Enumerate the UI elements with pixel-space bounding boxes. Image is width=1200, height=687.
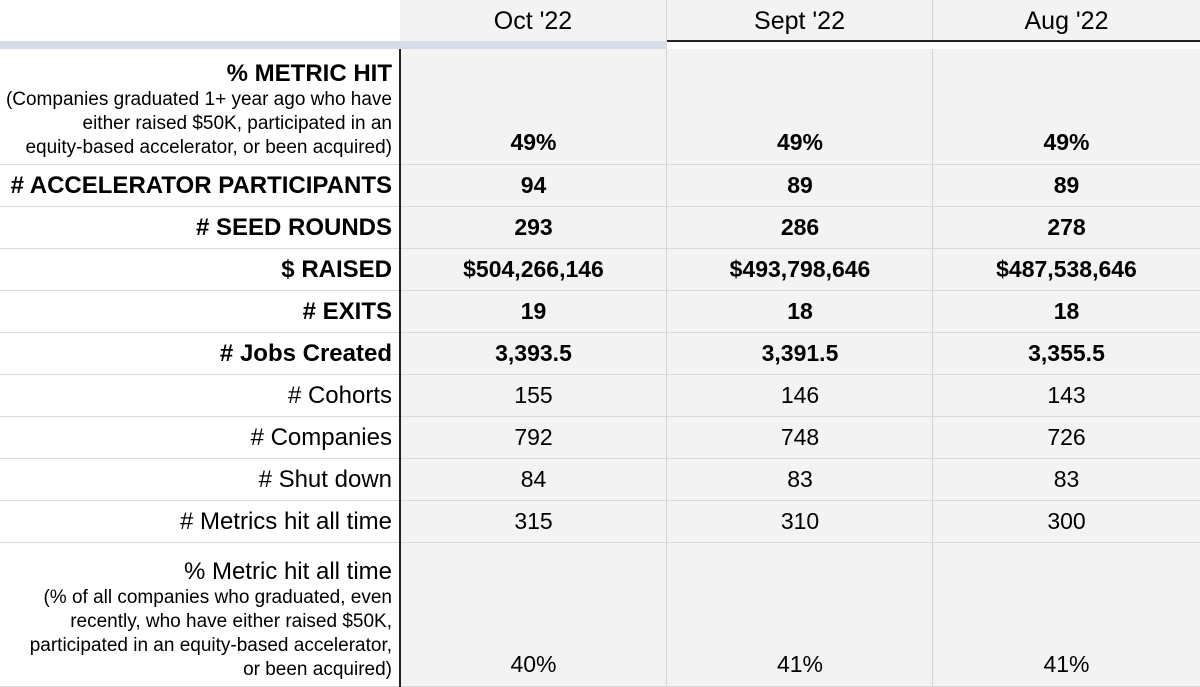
table-row	[0, 543, 1200, 687]
frozen-row-divider	[0, 41, 667, 49]
table-cell[interactable]: 748	[780, 424, 820, 450]
table-row	[0, 459, 1200, 501]
column-header-sept[interactable]: Sept '22	[667, 0, 933, 42]
table-cell[interactable]: 49%	[510, 129, 557, 155]
table-cell[interactable]: 310	[780, 508, 820, 534]
column-header-aug[interactable]: Aug '22	[933, 0, 1200, 42]
row-label: % Metric hit all time	[183, 558, 392, 585]
table-cell[interactable]: 315	[514, 508, 553, 534]
table-cell[interactable]: 89	[1053, 172, 1080, 198]
table-cell[interactable]: 3,355.5	[1028, 340, 1105, 366]
row-label-description: (% of all companies who graduated, even	[43, 587, 392, 608]
column-header-oct[interactable]: Oct '22	[400, 0, 667, 42]
table-cell[interactable]: 143	[1047, 382, 1086, 408]
table-cell[interactable]: $493,798,646	[729, 256, 871, 282]
row-label: # SEED ROUNDS	[195, 213, 392, 241]
row-label-description: recently, who have either raised $50K,	[70, 611, 392, 632]
table-cell[interactable]: 155	[514, 382, 553, 408]
table-row	[0, 417, 1200, 459]
table-cell[interactable]: 3,391.5	[761, 340, 839, 366]
row-label-cell[interactable]	[0, 165, 394, 206]
row-label-description: or been acquired)	[243, 659, 392, 680]
row-label: # ACCELERATOR PARTICIPANTS	[10, 171, 392, 199]
table-cell[interactable]: 300	[1047, 508, 1086, 534]
table-row	[0, 207, 1200, 249]
row-label: # Companies	[250, 423, 392, 451]
table-cell[interactable]: 3,393.5	[495, 340, 572, 366]
table-row	[0, 249, 1200, 291]
table-cell[interactable]: 18	[787, 298, 813, 324]
row-label-cell[interactable]	[0, 417, 394, 458]
row-label-description: (Companies graduated 1+ year ago who have	[5, 89, 392, 110]
table-cell[interactable]: 278	[1047, 214, 1086, 240]
row-label-cell[interactable]	[0, 207, 394, 248]
row-label: # Metrics hit all time	[179, 507, 392, 535]
table-cell[interactable]: 40%	[510, 651, 557, 677]
table-cell[interactable]: $487,538,646	[996, 256, 1137, 282]
table-cell[interactable]: 83	[1053, 466, 1080, 492]
table-cell[interactable]: 146	[780, 382, 820, 408]
row-label-cell[interactable]	[0, 333, 394, 374]
table-cell[interactable]: $504,266,146	[463, 256, 604, 282]
row-label: $ RAISED	[281, 255, 392, 283]
row-label-cell[interactable]	[0, 501, 394, 542]
table-cell[interactable]: 41%	[776, 651, 824, 677]
row-label: # Jobs Created	[219, 339, 392, 367]
row-label-description: equity-based accelerator, or been acquired)	[25, 137, 392, 158]
table-row	[0, 501, 1200, 543]
row-label-cell[interactable]	[0, 249, 394, 290]
row-label: % METRIC HIT	[226, 60, 392, 87]
row-label-cell[interactable]	[0, 459, 394, 500]
row-label-description: either raised $50K, participated in an	[82, 113, 392, 134]
header-border	[667, 40, 1200, 42]
table-cell[interactable]: 41%	[1043, 651, 1090, 677]
table-row	[0, 165, 1200, 207]
row-label-cell[interactable]	[0, 375, 394, 416]
table-cell[interactable]: 83	[787, 466, 813, 492]
table-cell[interactable]: 89	[787, 172, 813, 198]
row-label: # Shut down	[258, 465, 392, 493]
row-label: # Cohorts	[287, 381, 392, 409]
row-label-cell[interactable]	[0, 291, 394, 332]
table-cell[interactable]: 726	[1047, 424, 1086, 450]
table-row	[0, 291, 1200, 333]
table-row	[0, 49, 1200, 165]
table-cell[interactable]: 94	[520, 172, 547, 198]
table-cell[interactable]: 792	[514, 424, 553, 450]
table-cell[interactable]: 293	[514, 214, 553, 240]
table-row	[0, 333, 1200, 375]
frozen-column-divider	[399, 49, 401, 687]
row-label-cell[interactable]	[0, 49, 394, 164]
row-label-description: participated in an equity-based accelerator,	[29, 635, 392, 656]
table-row	[0, 375, 1200, 417]
table-cell[interactable]: 18	[1053, 298, 1080, 324]
row-label-cell[interactable]	[0, 543, 394, 686]
table-cell[interactable]: 84	[520, 466, 547, 492]
row-label: # EXITS	[302, 297, 392, 325]
table-cell[interactable]: 19	[520, 298, 547, 324]
table-cell[interactable]: 286	[780, 214, 820, 240]
header-row	[0, 0, 1200, 42]
table-cell[interactable]: 49%	[1043, 129, 1090, 155]
corner-cell[interactable]	[0, 0, 400, 42]
table-cell[interactable]: 49%	[776, 129, 824, 155]
